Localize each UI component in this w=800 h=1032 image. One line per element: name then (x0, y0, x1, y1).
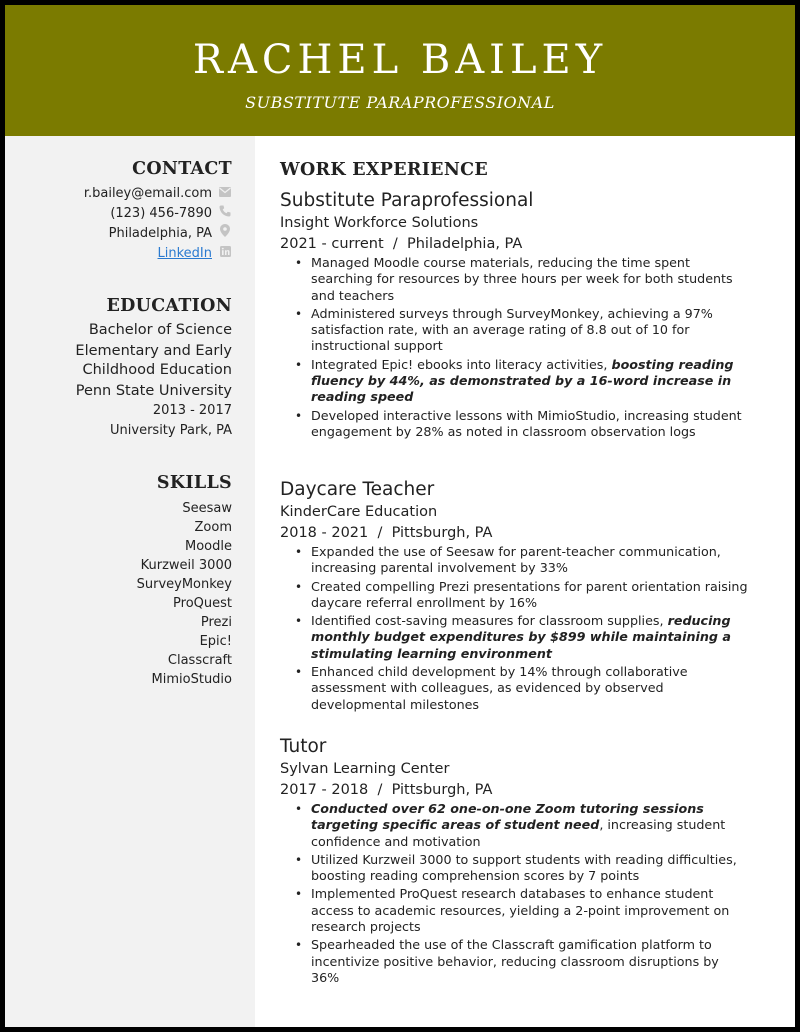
linkedin-icon (218, 243, 232, 263)
skill-item: Kurzweil 3000 (140, 558, 232, 573)
skill-item: Classcraft (167, 653, 232, 668)
bullet-text: Integrated Epic! ebooks into literacy activities, (311, 356, 612, 372)
major-line-2: Childhood Education (82, 362, 232, 378)
bullet-text: Enhanced child development by 14% through collaborative assessment with colleagues, as evidenced by observed developmental milestones (311, 664, 688, 712)
job-meta (280, 522, 750, 544)
contact-heading: CONTACT (132, 159, 232, 179)
education-location: University Park, PA (110, 423, 232, 438)
bullet-text: Developed interactive lessons with MimioStudio, increasing student engagement by 28% as noted in classroom observation logs (311, 407, 742, 439)
candidate-title: SUBSTITUTE PARAPROFESSIONAL (245, 93, 555, 112)
candidate-name: RACHEL BAILEY (192, 37, 608, 83)
email-text[interactable]: r.bailey@email.com (83, 186, 212, 201)
major-line-1: Elementary and Early (75, 343, 232, 359)
job-bullets (280, 255, 750, 440)
contact-location (5, 223, 232, 243)
skill-item: MimioStudio (151, 672, 232, 687)
bullet-item (280, 579, 750, 612)
job-dates: 2017 - 2018 (280, 782, 369, 798)
job-bullets (280, 544, 750, 713)
bullet-item (280, 544, 750, 577)
resume-header (5, 5, 795, 136)
linkedin-link[interactable]: LinkedIn (157, 246, 212, 261)
bullet-text: Implemented ProQuest research databases to enhance student access to academic resources, yielding a 2-point improvement on research projects (311, 886, 730, 935)
skill-item: Seesaw (182, 501, 232, 516)
education-years: 2013 - 2017 (152, 403, 232, 418)
bullet-item (280, 255, 750, 304)
job-entry (280, 735, 750, 988)
bullet-item (280, 801, 750, 850)
skill-item: Moodle (185, 539, 232, 554)
job-company: Insight Workforce Solutions (280, 215, 479, 231)
bullet-text: Expanded the use of Seesaw for parent-teacher communication, increasing parental involvement by 33% (311, 544, 721, 576)
job-dates: 2021 - current (280, 236, 384, 252)
school-name: Penn State University (75, 383, 232, 399)
bullet-item (280, 886, 750, 935)
work-experience-heading: WORK EXPERIENCE (280, 160, 488, 180)
job-bullets (280, 801, 750, 986)
resume-page (5, 5, 795, 1027)
bullet-text: Created compelling Prezi presentations for parent orientation raising daycare referral enrollment by 16% (311, 578, 748, 610)
job-title: Substitute Paraprofessional (280, 190, 534, 211)
bullet-item (280, 357, 750, 406)
job-location: Pittsburgh, PA (391, 525, 493, 541)
contact-section (5, 159, 232, 263)
bullet-emphasis: Conducted over 62 one-on-one Zoom tutoring sessions targeting specific areas of student need (311, 801, 704, 833)
contact-linkedin (5, 243, 232, 263)
job-company: Sylvan Learning Center (280, 761, 450, 777)
bullet-item (280, 408, 750, 441)
contact-phone (5, 203, 232, 223)
sidebar (5, 136, 255, 1027)
bullet-item (280, 306, 750, 355)
envelope-icon (218, 183, 232, 203)
map-pin-icon (218, 223, 232, 243)
bullet-item (280, 664, 750, 713)
skill-item: SurveyMonkey (136, 577, 232, 592)
bullet-item (280, 937, 750, 986)
job-meta (280, 779, 750, 801)
contact-email (5, 183, 232, 203)
job-separator: / (377, 525, 383, 541)
job-title: Tutor (280, 736, 327, 757)
job-entry (280, 478, 750, 715)
bullet-emphasis: reducing monthly budget expenditures by $899 while maintaining a stimulating learning environment (311, 613, 731, 661)
job-dates: 2018 - 2021 (280, 525, 369, 541)
bullet-item (280, 852, 750, 885)
phone-text[interactable]: (123) 456-7890 (110, 206, 212, 221)
bullet-text-after: , increasing student confidence and motivation (311, 817, 726, 849)
bullet-item (280, 613, 750, 662)
bullet-text: Identified cost-saving measures for classroom supplies, (311, 613, 668, 629)
job-location: Philadelphia, PA (407, 236, 523, 252)
phone-icon (218, 203, 232, 223)
job-entry (280, 189, 750, 442)
job-title: Daycare Teacher (280, 479, 435, 500)
bullet-text: Managed Moodle course materials, reducing the time spent searching for resources by three hours per week for both students and teachers (311, 255, 733, 303)
degree: Bachelor of Science (88, 322, 232, 338)
job-company: KinderCare Education (280, 504, 438, 520)
job-meta (280, 233, 750, 255)
job-location: Pittsburgh, PA (391, 782, 493, 798)
bullet-emphasis: boosting reading fluency by 44%, as demonstrated by a 16-word increase in reading speed (311, 356, 734, 405)
skill-item: Prezi (200, 615, 232, 630)
job-separator: / (377, 782, 383, 798)
bullet-text: Utilized Kurzweil 3000 to support students with reading difficulties, boosting reading comprehension scores by 7 points (311, 851, 737, 884)
education-heading: EDUCATION (106, 296, 232, 316)
skills-heading: SKILLS (156, 473, 232, 493)
location-text: Philadelphia, PA (108, 226, 212, 241)
job-separator: / (392, 236, 398, 252)
bullet-text: Spearheaded the use of the Classcraft gamification platform to incentivize positive behavior, reducing classroom disruptions by 36% (311, 937, 719, 985)
skill-item: ProQuest (173, 596, 232, 611)
education-section (5, 296, 232, 441)
skill-item: Epic! (199, 634, 232, 649)
skills-section (5, 473, 232, 689)
bullet-text: Administered surveys through SurveyMonkey, achieving a 97% satisfaction rate, with an average rating of 8.8 out of 10 for instructional support (311, 305, 713, 354)
skill-item: Zoom (194, 520, 232, 535)
